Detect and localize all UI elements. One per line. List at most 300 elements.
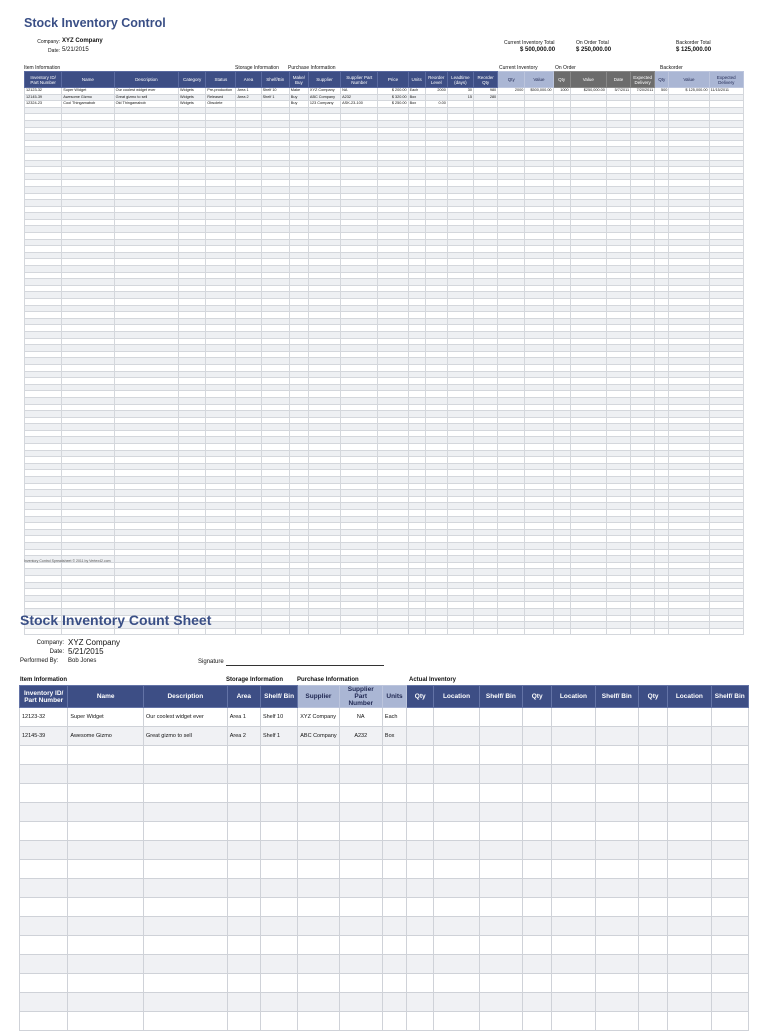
table-cell[interactable] bbox=[308, 510, 340, 517]
table-cell[interactable] bbox=[206, 331, 236, 338]
table-cell[interactable] bbox=[631, 516, 655, 523]
table-cell[interactable] bbox=[606, 615, 630, 622]
table-cell[interactable] bbox=[606, 173, 630, 180]
table-cell[interactable] bbox=[114, 200, 178, 207]
table-cell[interactable] bbox=[378, 510, 408, 517]
table-cell[interactable] bbox=[341, 345, 378, 352]
table-cell[interactable] bbox=[408, 364, 425, 371]
table-cell[interactable] bbox=[308, 378, 340, 385]
table-cell[interactable] bbox=[289, 325, 308, 332]
table-cell[interactable] bbox=[179, 503, 206, 510]
table-cell[interactable] bbox=[669, 134, 709, 141]
table-cell[interactable] bbox=[382, 803, 406, 822]
table-cell[interactable] bbox=[525, 371, 553, 378]
table-cell[interactable] bbox=[474, 193, 498, 200]
table-cell[interactable] bbox=[179, 305, 206, 312]
table-cell[interactable] bbox=[25, 523, 62, 530]
table-cell[interactable] bbox=[179, 180, 206, 187]
table-cell[interactable] bbox=[570, 470, 606, 477]
table-cell[interactable] bbox=[668, 1012, 711, 1031]
table-cell[interactable] bbox=[606, 450, 630, 457]
table-cell[interactable] bbox=[260, 1012, 297, 1031]
table-cell[interactable] bbox=[341, 556, 378, 563]
table-cell[interactable] bbox=[709, 622, 743, 629]
table-cell[interactable] bbox=[378, 463, 408, 470]
table-cell[interactable] bbox=[308, 266, 340, 273]
table-cell[interactable] bbox=[114, 120, 178, 127]
table-cell[interactable] bbox=[289, 153, 308, 160]
table-cell[interactable] bbox=[425, 444, 447, 451]
table-cell[interactable] bbox=[709, 496, 743, 503]
table-cell[interactable] bbox=[498, 391, 525, 398]
table-cell[interactable] bbox=[261, 193, 289, 200]
table-cell[interactable] bbox=[308, 424, 340, 431]
table-cell[interactable]: ABC Company bbox=[298, 727, 339, 746]
table-cell[interactable] bbox=[447, 536, 473, 543]
table-cell[interactable] bbox=[570, 285, 606, 292]
table-cell[interactable] bbox=[570, 345, 606, 352]
table-cell[interactable] bbox=[378, 186, 408, 193]
table-cell[interactable] bbox=[474, 285, 498, 292]
table-cell[interactable] bbox=[447, 325, 473, 332]
table-cell[interactable] bbox=[709, 180, 743, 187]
table-cell[interactable] bbox=[631, 510, 655, 517]
table-cell[interactable] bbox=[434, 727, 479, 746]
table-cell[interactable] bbox=[236, 266, 261, 273]
table-cell[interactable] bbox=[289, 582, 308, 589]
table-cell[interactable] bbox=[179, 272, 206, 279]
table-cell[interactable] bbox=[474, 338, 498, 345]
table-cell[interactable]: ABC Company bbox=[308, 94, 340, 101]
table-cell[interactable] bbox=[378, 490, 408, 497]
table-cell[interactable] bbox=[655, 483, 669, 490]
table-cell[interactable] bbox=[553, 384, 570, 391]
table-cell[interactable] bbox=[236, 364, 261, 371]
table-cell[interactable] bbox=[552, 765, 595, 784]
table-cell[interactable] bbox=[669, 397, 709, 404]
table-cell[interactable] bbox=[474, 404, 498, 411]
table-cell[interactable] bbox=[631, 318, 655, 325]
table-cell[interactable] bbox=[114, 173, 178, 180]
table-cell[interactable] bbox=[668, 917, 711, 936]
table-cell[interactable] bbox=[570, 542, 606, 549]
table-cell[interactable] bbox=[525, 608, 553, 615]
table-cell[interactable] bbox=[553, 397, 570, 404]
table-cell[interactable] bbox=[289, 140, 308, 147]
table-cell[interactable] bbox=[479, 765, 522, 784]
table-cell[interactable] bbox=[447, 120, 473, 127]
table-cell[interactable] bbox=[308, 589, 340, 596]
table-cell[interactable] bbox=[341, 285, 378, 292]
table-cell[interactable] bbox=[606, 536, 630, 543]
table-cell[interactable] bbox=[606, 186, 630, 193]
table-cell[interactable] bbox=[595, 803, 638, 822]
table-cell[interactable] bbox=[669, 345, 709, 352]
table-cell[interactable]: Shelf 10 bbox=[261, 88, 289, 95]
table-cell[interactable]: 12123-32 bbox=[20, 708, 68, 727]
table-cell[interactable] bbox=[341, 384, 378, 391]
table-cell[interactable] bbox=[525, 503, 553, 510]
table-cell[interactable] bbox=[525, 424, 553, 431]
table-cell[interactable] bbox=[289, 589, 308, 596]
table-cell[interactable] bbox=[206, 325, 236, 332]
table-cell[interactable] bbox=[261, 114, 289, 121]
table-cell[interactable] bbox=[668, 860, 711, 879]
table-cell[interactable] bbox=[425, 107, 447, 114]
table-cell[interactable] bbox=[655, 589, 669, 596]
table-cell[interactable] bbox=[341, 397, 378, 404]
table-cell[interactable] bbox=[114, 252, 178, 259]
table-cell[interactable] bbox=[669, 411, 709, 418]
table-cell[interactable] bbox=[447, 477, 473, 484]
table-cell[interactable] bbox=[474, 325, 498, 332]
table-cell[interactable] bbox=[114, 542, 178, 549]
table-cell[interactable] bbox=[407, 974, 434, 993]
table-cell[interactable] bbox=[408, 516, 425, 523]
table-cell[interactable] bbox=[236, 496, 261, 503]
table-cell[interactable] bbox=[25, 226, 62, 233]
table-cell[interactable] bbox=[553, 107, 570, 114]
table-cell[interactable] bbox=[289, 167, 308, 174]
table-cell[interactable] bbox=[408, 628, 425, 635]
table-cell[interactable] bbox=[425, 312, 447, 319]
table-cell[interactable] bbox=[709, 569, 743, 576]
table-cell[interactable] bbox=[447, 397, 473, 404]
table-cell[interactable] bbox=[525, 160, 553, 167]
table-cell[interactable] bbox=[25, 589, 62, 596]
table-cell[interactable] bbox=[606, 463, 630, 470]
table-cell[interactable] bbox=[289, 575, 308, 582]
table-cell[interactable] bbox=[447, 424, 473, 431]
table-cell[interactable] bbox=[114, 510, 178, 517]
table-cell[interactable] bbox=[498, 193, 525, 200]
table-cell[interactable] bbox=[341, 549, 378, 556]
table-cell[interactable] bbox=[709, 470, 743, 477]
table-cell[interactable] bbox=[523, 879, 552, 898]
table-cell[interactable] bbox=[668, 879, 711, 898]
table-cell[interactable] bbox=[498, 200, 525, 207]
table-cell[interactable] bbox=[308, 114, 340, 121]
table-cell[interactable] bbox=[709, 252, 743, 259]
table-cell[interactable] bbox=[378, 378, 408, 385]
table-cell[interactable] bbox=[434, 803, 479, 822]
table-cell[interactable] bbox=[179, 233, 206, 240]
table-cell[interactable] bbox=[709, 239, 743, 246]
table-cell[interactable] bbox=[595, 822, 638, 841]
table-cell[interactable] bbox=[378, 331, 408, 338]
table-cell[interactable] bbox=[553, 200, 570, 207]
table-cell[interactable] bbox=[638, 822, 667, 841]
table-cell[interactable] bbox=[179, 463, 206, 470]
table-cell[interactable] bbox=[298, 841, 339, 860]
table-cell[interactable] bbox=[339, 860, 382, 879]
table-cell[interactable] bbox=[261, 246, 289, 253]
table-cell[interactable] bbox=[631, 153, 655, 160]
table-cell[interactable] bbox=[236, 338, 261, 345]
table-cell[interactable] bbox=[227, 784, 260, 803]
table-cell[interactable] bbox=[606, 404, 630, 411]
table-cell[interactable] bbox=[711, 993, 748, 1012]
table-cell[interactable] bbox=[289, 411, 308, 418]
table-cell[interactable] bbox=[408, 114, 425, 121]
table-cell[interactable] bbox=[638, 993, 667, 1012]
table-cell[interactable] bbox=[378, 424, 408, 431]
table-cell[interactable] bbox=[408, 252, 425, 259]
table-cell[interactable] bbox=[669, 450, 709, 457]
table-cell[interactable] bbox=[261, 292, 289, 299]
table-cell[interactable] bbox=[62, 516, 114, 523]
table-cell[interactable] bbox=[631, 206, 655, 213]
table-cell[interactable] bbox=[62, 364, 114, 371]
table-cell[interactable] bbox=[669, 153, 709, 160]
table-cell[interactable] bbox=[206, 371, 236, 378]
table-cell[interactable] bbox=[655, 186, 669, 193]
table-cell[interactable] bbox=[68, 746, 144, 765]
table-cell[interactable] bbox=[709, 562, 743, 569]
table-cell[interactable] bbox=[341, 516, 378, 523]
table-cell[interactable] bbox=[25, 549, 62, 556]
table-cell[interactable] bbox=[655, 411, 669, 418]
table-cell[interactable] bbox=[408, 411, 425, 418]
table-cell[interactable] bbox=[114, 562, 178, 569]
table-cell[interactable] bbox=[261, 312, 289, 319]
table-cell[interactable] bbox=[114, 477, 178, 484]
table-cell[interactable] bbox=[62, 140, 114, 147]
table-cell[interactable] bbox=[570, 173, 606, 180]
table-cell[interactable] bbox=[606, 622, 630, 629]
table-cell[interactable] bbox=[25, 391, 62, 398]
table-cell[interactable] bbox=[606, 285, 630, 292]
table-cell[interactable] bbox=[289, 351, 308, 358]
table-cell[interactable] bbox=[553, 239, 570, 246]
table-cell[interactable] bbox=[498, 523, 525, 530]
table-cell[interactable] bbox=[407, 898, 434, 917]
table-cell[interactable] bbox=[25, 213, 62, 220]
table-cell[interactable] bbox=[261, 101, 289, 108]
table-cell[interactable] bbox=[236, 628, 261, 635]
table-cell[interactable]: ASK-23-100 bbox=[341, 101, 378, 108]
table-cell[interactable] bbox=[595, 955, 638, 974]
table-cell[interactable] bbox=[553, 575, 570, 582]
table-cell[interactable] bbox=[479, 727, 522, 746]
table-cell[interactable] bbox=[425, 391, 447, 398]
table-cell[interactable] bbox=[655, 457, 669, 464]
table-cell[interactable] bbox=[447, 193, 473, 200]
table-cell[interactable] bbox=[606, 523, 630, 530]
table-cell[interactable] bbox=[425, 470, 447, 477]
table-cell[interactable] bbox=[261, 364, 289, 371]
table-cell[interactable] bbox=[261, 463, 289, 470]
table-cell[interactable] bbox=[570, 325, 606, 332]
table-cell[interactable]: 123 Company bbox=[308, 101, 340, 108]
table-cell[interactable] bbox=[498, 219, 525, 226]
table-cell[interactable] bbox=[179, 312, 206, 319]
table-cell[interactable] bbox=[114, 160, 178, 167]
table-cell[interactable] bbox=[298, 822, 339, 841]
table-cell[interactable] bbox=[434, 784, 479, 803]
table-cell[interactable] bbox=[570, 127, 606, 134]
table-cell[interactable] bbox=[260, 765, 297, 784]
table-cell[interactable] bbox=[552, 746, 595, 765]
table-cell[interactable] bbox=[261, 239, 289, 246]
table-cell[interactable] bbox=[289, 378, 308, 385]
table-cell[interactable] bbox=[553, 542, 570, 549]
table-cell[interactable] bbox=[606, 477, 630, 484]
table-cell[interactable] bbox=[525, 602, 553, 609]
table-cell[interactable] bbox=[114, 285, 178, 292]
table-cell[interactable] bbox=[114, 457, 178, 464]
table-cell[interactable] bbox=[261, 569, 289, 576]
table-cell[interactable] bbox=[570, 272, 606, 279]
table-cell[interactable] bbox=[206, 160, 236, 167]
table-cell[interactable] bbox=[668, 993, 711, 1012]
table-cell[interactable] bbox=[474, 628, 498, 635]
table-cell[interactable] bbox=[408, 582, 425, 589]
table-cell[interactable] bbox=[474, 470, 498, 477]
table-cell[interactable] bbox=[570, 589, 606, 596]
table-cell[interactable] bbox=[553, 252, 570, 259]
table-cell[interactable] bbox=[709, 424, 743, 431]
table-cell[interactable] bbox=[553, 193, 570, 200]
table-cell[interactable] bbox=[425, 233, 447, 240]
table-cell[interactable] bbox=[498, 180, 525, 187]
table-cell[interactable] bbox=[378, 391, 408, 398]
table-cell[interactable] bbox=[606, 364, 630, 371]
table-cell[interactable] bbox=[289, 457, 308, 464]
table-cell[interactable] bbox=[669, 101, 709, 108]
table-cell[interactable] bbox=[709, 127, 743, 134]
table-cell[interactable] bbox=[498, 140, 525, 147]
table-cell[interactable] bbox=[308, 226, 340, 233]
table-cell[interactable] bbox=[25, 510, 62, 517]
table-cell[interactable] bbox=[20, 765, 68, 784]
table-cell[interactable] bbox=[289, 364, 308, 371]
table-cell[interactable]: 0.00 bbox=[425, 101, 447, 108]
table-cell[interactable] bbox=[631, 305, 655, 312]
table-cell[interactable] bbox=[570, 305, 606, 312]
table-cell[interactable] bbox=[308, 437, 340, 444]
table-cell[interactable] bbox=[447, 219, 473, 226]
table-cell[interactable] bbox=[114, 292, 178, 299]
table-cell[interactable] bbox=[447, 101, 473, 108]
table-cell[interactable] bbox=[25, 338, 62, 345]
table-cell[interactable] bbox=[236, 167, 261, 174]
table-cell[interactable] bbox=[631, 496, 655, 503]
table-cell[interactable] bbox=[341, 510, 378, 517]
table-cell[interactable] bbox=[206, 206, 236, 213]
table-cell[interactable] bbox=[595, 727, 638, 746]
table-cell[interactable] bbox=[669, 622, 709, 629]
table-cell[interactable] bbox=[525, 325, 553, 332]
table-cell[interactable] bbox=[570, 444, 606, 451]
table-cell[interactable] bbox=[709, 628, 743, 635]
table-cell[interactable] bbox=[570, 384, 606, 391]
table-cell[interactable] bbox=[709, 542, 743, 549]
table-cell[interactable] bbox=[341, 364, 378, 371]
table-cell[interactable] bbox=[474, 292, 498, 299]
table-cell[interactable] bbox=[206, 252, 236, 259]
table-cell[interactable] bbox=[606, 444, 630, 451]
table-cell[interactable] bbox=[570, 358, 606, 365]
table-cell[interactable] bbox=[378, 397, 408, 404]
table-cell[interactable] bbox=[261, 404, 289, 411]
table-cell[interactable] bbox=[709, 457, 743, 464]
table-cell[interactable] bbox=[474, 219, 498, 226]
table-cell[interactable] bbox=[236, 358, 261, 365]
table-cell[interactable] bbox=[25, 516, 62, 523]
table-cell[interactable] bbox=[206, 239, 236, 246]
table-cell[interactable] bbox=[114, 582, 178, 589]
table-cell[interactable] bbox=[638, 841, 667, 860]
table-cell[interactable] bbox=[25, 430, 62, 437]
table-cell[interactable] bbox=[525, 536, 553, 543]
table-cell[interactable] bbox=[25, 450, 62, 457]
table-cell[interactable] bbox=[447, 463, 473, 470]
table-cell[interactable] bbox=[114, 107, 178, 114]
table-cell[interactable] bbox=[206, 437, 236, 444]
table-cell[interactable] bbox=[425, 589, 447, 596]
table-cell[interactable] bbox=[498, 595, 525, 602]
table-cell[interactable] bbox=[308, 305, 340, 312]
table-cell[interactable] bbox=[236, 279, 261, 286]
table-cell[interactable] bbox=[378, 615, 408, 622]
table-cell[interactable] bbox=[474, 523, 498, 530]
table-cell[interactable] bbox=[498, 364, 525, 371]
table-cell[interactable] bbox=[261, 391, 289, 398]
table-cell[interactable] bbox=[570, 318, 606, 325]
table-cell[interactable] bbox=[62, 180, 114, 187]
table-cell[interactable] bbox=[434, 974, 479, 993]
table-cell[interactable] bbox=[114, 325, 178, 332]
table-cell[interactable] bbox=[308, 364, 340, 371]
table-cell[interactable] bbox=[525, 351, 553, 358]
table-cell[interactable] bbox=[25, 193, 62, 200]
table-cell[interactable] bbox=[341, 391, 378, 398]
table-cell[interactable] bbox=[425, 160, 447, 167]
table-cell[interactable] bbox=[606, 575, 630, 582]
table-cell[interactable] bbox=[474, 345, 498, 352]
table-cell[interactable] bbox=[261, 180, 289, 187]
table-cell[interactable]: $ 250.00 bbox=[378, 101, 408, 108]
table-cell[interactable] bbox=[261, 153, 289, 160]
table-cell[interactable] bbox=[20, 936, 68, 955]
table-cell[interactable] bbox=[498, 615, 525, 622]
table-cell[interactable] bbox=[62, 246, 114, 253]
table-cell[interactable] bbox=[669, 160, 709, 167]
table-cell[interactable] bbox=[25, 305, 62, 312]
table-cell[interactable] bbox=[655, 266, 669, 273]
table-cell[interactable] bbox=[668, 708, 711, 727]
table-cell[interactable] bbox=[308, 529, 340, 536]
table-cell[interactable] bbox=[525, 134, 553, 141]
table-cell[interactable] bbox=[447, 582, 473, 589]
table-cell[interactable] bbox=[236, 569, 261, 576]
table-cell[interactable] bbox=[20, 784, 68, 803]
table-cell[interactable] bbox=[206, 193, 236, 200]
table-cell[interactable] bbox=[206, 417, 236, 424]
table-cell[interactable] bbox=[552, 803, 595, 822]
table-cell[interactable] bbox=[236, 608, 261, 615]
table-cell[interactable] bbox=[68, 765, 144, 784]
table-cell[interactable] bbox=[261, 615, 289, 622]
table-cell[interactable] bbox=[669, 246, 709, 253]
table-cell[interactable] bbox=[606, 542, 630, 549]
table-cell[interactable] bbox=[570, 437, 606, 444]
table-cell[interactable] bbox=[498, 450, 525, 457]
table-cell[interactable] bbox=[206, 569, 236, 576]
table-cell[interactable] bbox=[631, 120, 655, 127]
table-cell[interactable] bbox=[709, 371, 743, 378]
